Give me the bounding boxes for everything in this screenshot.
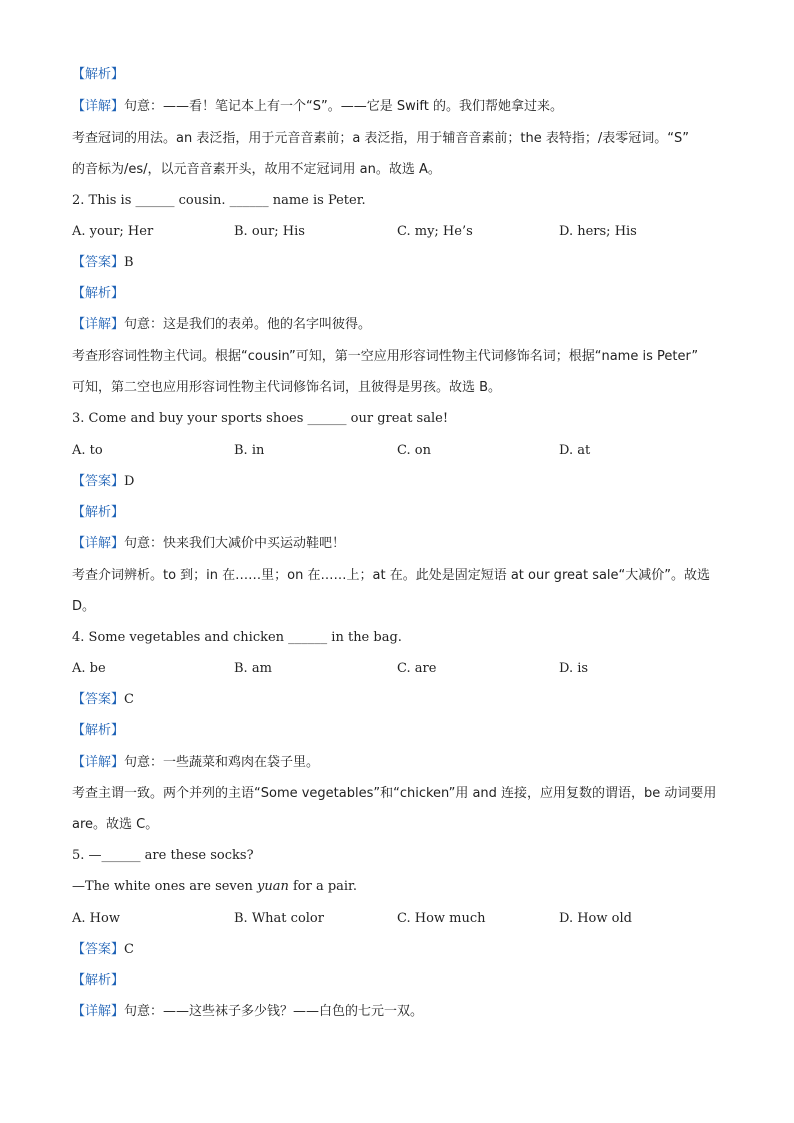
explanation-line: 的音标为/es/，以元音音素开头，故用不定冠词用 an。故选 A。 [72, 162, 441, 177]
analysis-label: 【解析】 [72, 723, 125, 738]
answer-value: B [124, 255, 134, 270]
analysis-heading [72, 504, 722, 522]
option-b: B. am [234, 661, 272, 676]
detail-label: 【详解】 [72, 536, 125, 551]
detail-line [72, 316, 722, 334]
explanation-line: 可知，第二空也应用形容词性物主代词修饰名词，且彼得是男孩。故选 B。 [72, 380, 502, 395]
detail-label: 【详解】 [72, 317, 125, 332]
analysis-label: 【解析】 [72, 973, 125, 988]
analysis-label: 【解析】 [72, 505, 125, 520]
option-c: C. my; He’s [397, 224, 473, 239]
option-a: A. be [72, 661, 106, 676]
explanation-line: 考查形容词性物主代词。根据“cousin”可知，第一空应用形容词性物主代词修饰名词；根据“name is Peter” [72, 349, 699, 364]
detail-text: 句意：快来我们大减价中买运动鞋吧！ [124, 536, 346, 551]
detail-label: 【详解】 [72, 755, 125, 770]
explanation-line: 考查主谓一致。两个并列的主语“Some vegetables”和“chicken”用 and 连接，应用复数的谓语，be 动词要用 [72, 786, 717, 801]
detail-text: 句意：——这些袜子多少钱？——白色的七元一双。 [124, 1004, 424, 1019]
detail-line [72, 535, 722, 553]
answer-line [72, 473, 722, 491]
analysis-label: 【解析】 [72, 286, 125, 301]
option-b: B. our; His [234, 224, 305, 239]
option-row [72, 910, 722, 928]
answer-value: C [124, 692, 134, 707]
stem-text: for a pair. [288, 879, 357, 894]
option-c: C. on [397, 443, 431, 458]
answer-label: 【答案】 [72, 692, 125, 707]
detail-label: 【详解】 [72, 99, 125, 114]
detail-text: 句意：一些蔬菜和鸡肉在袋子里。 [124, 755, 320, 770]
detail-text: 句意：——看！笔记本上有一个“S”。——它是 Swift 的。我们帮她拿过来。 [124, 99, 563, 114]
question-stem: 4. Some vegetables and chicken ______ in the bag. [72, 630, 402, 645]
answer-line [72, 691, 722, 709]
analysis-heading [72, 722, 722, 740]
detail-line [72, 98, 722, 116]
option-b: B. What color [234, 911, 324, 926]
option-d: D. How old [559, 911, 632, 926]
explanation-line: are。故选 C。 [72, 817, 159, 832]
option-a: A. your; Her [72, 224, 154, 239]
stem-italic: yuan [256, 879, 289, 894]
explanation-line: 考查冠词的用法。an 表泛指，用于元音音素前；a 表泛指，用于辅音音素前；the 表特指；/表零冠词。“S” [72, 131, 690, 146]
explanation-line: D。 [72, 599, 96, 614]
answer-value: D [124, 474, 135, 489]
detail-text: 句意：这是我们的表弟。他的名字叫彼得。 [124, 317, 372, 332]
option-row [72, 223, 722, 241]
answer-label: 【答案】 [72, 942, 125, 957]
answer-label: 【答案】 [72, 474, 125, 489]
answer-line [72, 941, 722, 959]
analysis-heading [72, 66, 722, 84]
detail-label: 【详解】 [72, 1004, 125, 1019]
option-d: D. is [559, 661, 589, 676]
question-stem: 2. This is ______ cousin. ______ name is Peter. [72, 193, 366, 208]
option-d: D. at [559, 443, 591, 458]
detail-line [72, 1003, 722, 1021]
question-stem: 5. —______ are these socks? [72, 848, 254, 863]
option-c: C. are [397, 661, 437, 676]
option-row [72, 660, 722, 678]
analysis-label: 【解析】 [72, 67, 125, 82]
stem-text: —The white ones are seven [72, 879, 257, 894]
option-c: C. How much [397, 911, 486, 926]
answer-value: C [124, 942, 134, 957]
question-stem-line2 [72, 878, 722, 896]
analysis-heading [72, 972, 722, 990]
option-row [72, 442, 722, 460]
question-stem: 3. Come and buy your sports shoes ______ our great sale! [72, 411, 449, 426]
option-b: B. in [234, 443, 265, 458]
option-d: D. hers; His [559, 224, 637, 239]
explanation-line: 考查介词辨析。to 到；in 在……里；on 在……上；at 在。此处是固定短语 at our great sale“大减价”。故选 [72, 568, 711, 583]
answer-label: 【答案】 [72, 255, 125, 270]
option-a: A. How [72, 911, 120, 926]
option-a: A. to [72, 443, 103, 458]
detail-line [72, 754, 722, 772]
analysis-heading [72, 285, 722, 303]
answer-line [72, 254, 722, 272]
